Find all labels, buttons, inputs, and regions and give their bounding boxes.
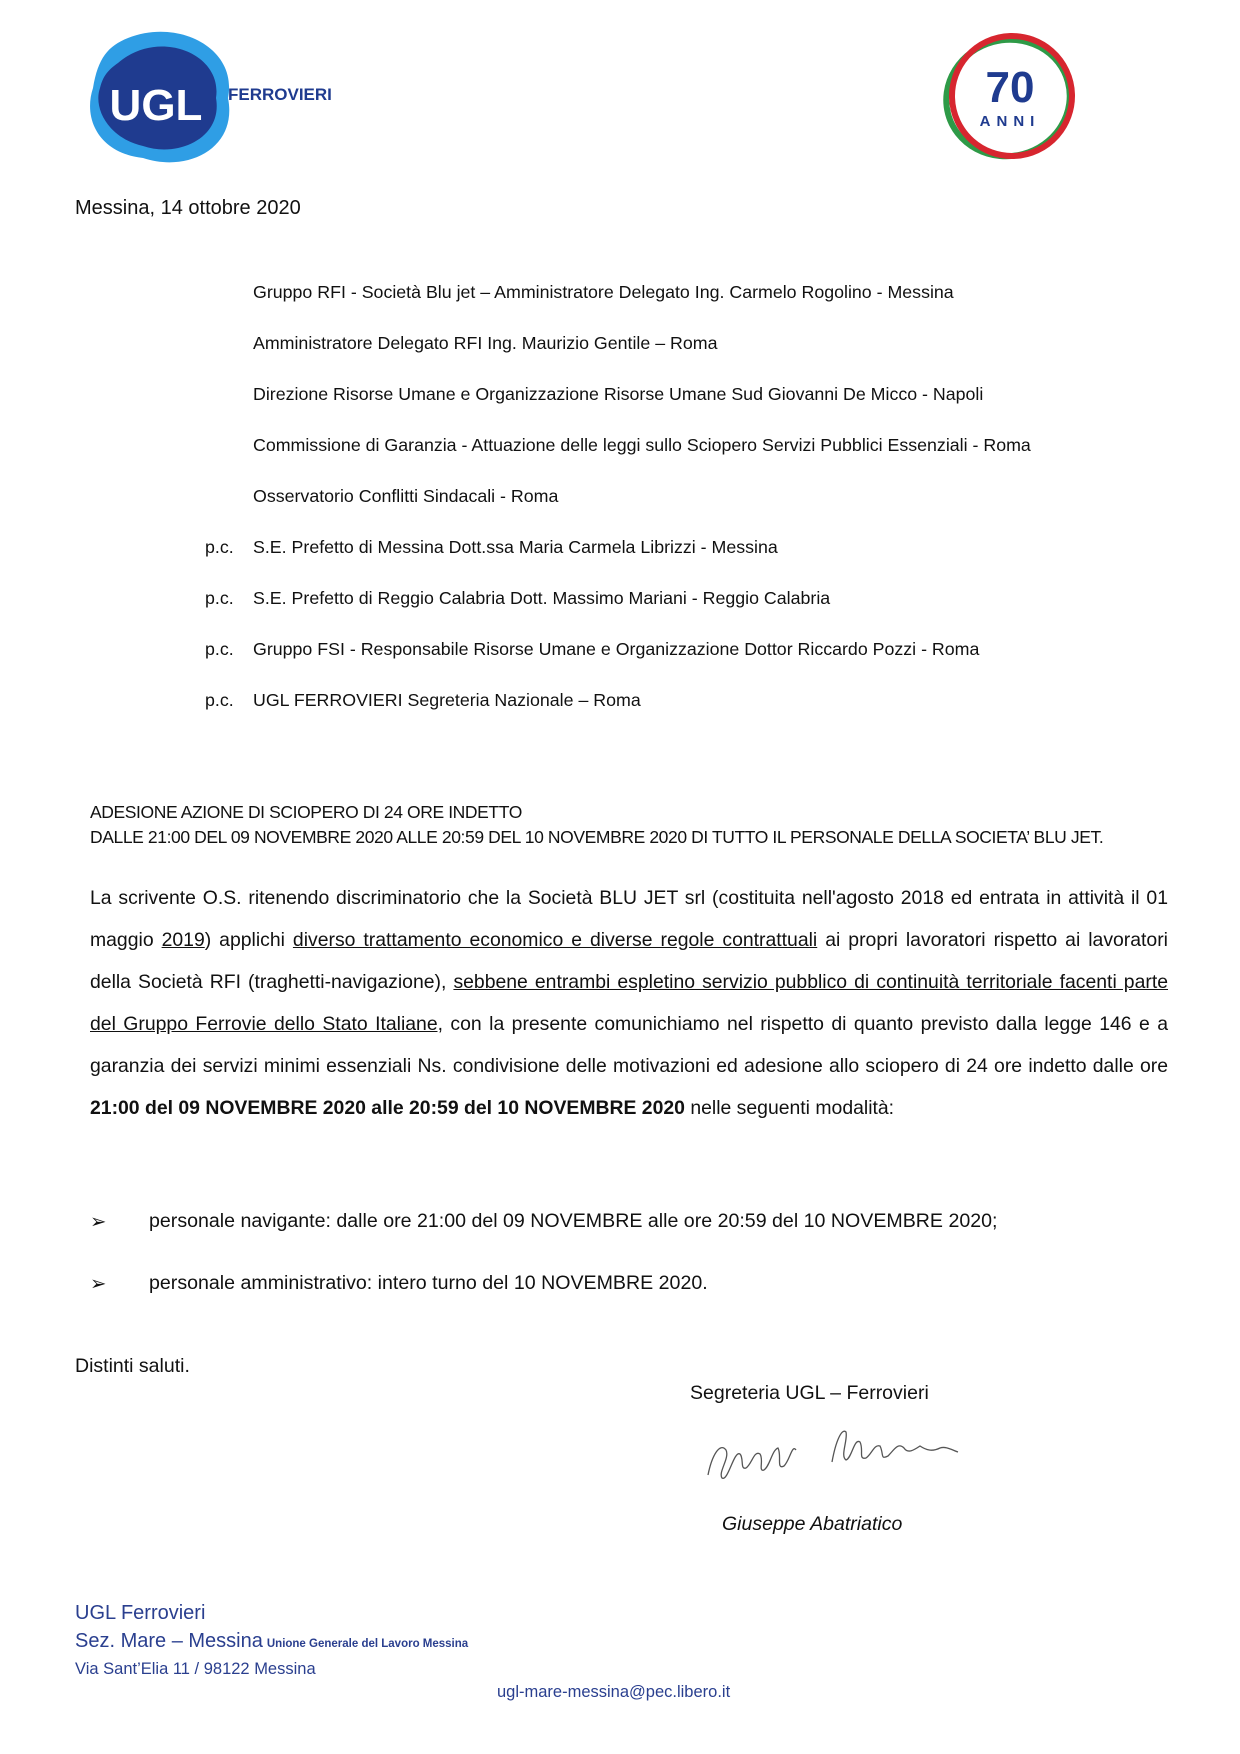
body-paragraph <box>90 877 1168 1129</box>
recipient-row <box>205 331 1105 382</box>
footer-org: UGL Ferrovieri <box>75 1602 206 1624</box>
signer-name: Giuseppe Abatriatico <box>722 1513 903 1535</box>
recipient-row <box>205 484 1105 535</box>
body-text-1: La scrivente O.S. ritenendo discriminatorio che la Società BLU JET srl (costituita nell'agosto 2018 ed entrata in attività il 01 maggio <box>90 887 1168 951</box>
recipient-name: Direzione Risorse Umane e Organizzazione Risorse Umane Sud Giovanni De Micco - Napoli <box>253 384 984 404</box>
subject-heading <box>90 800 1150 850</box>
subject-line-1: ADESIONE AZIONE DI SCIOPERO DI 24 ORE INDETTO <box>90 802 522 822</box>
recipient-row <box>205 535 1105 586</box>
recipient-name: Amministratore Delegato RFI Ing. Maurizio Gentile – Roma <box>253 333 718 353</box>
body-text-2: ) applichi <box>204 929 293 951</box>
recipient-name: S.E. Prefetto di Reggio Calabria Dott. Massimo Mariani - Reggio Calabria <box>253 588 831 608</box>
body-text-4: con la presente comunichiamo nel rispetto di quanto previsto dalla legge 146 e a garanzia dei servizi minimi essenziali Ns. condivisione delle motivazioni ed adesione allo sciopero di 24 ore indetto dalle ore <box>90 1013 1168 1077</box>
signoff-line: Segreteria UGL – Ferrovieri <box>690 1382 929 1404</box>
footer-section: Sez. Mare – Messina <box>75 1630 263 1652</box>
bullet-text: personale navigante: dalle ore 21:00 del 09 NOVEMBRE alle ore 20:59 del 10 NOVEMBRE 2020; <box>149 1210 998 1232</box>
recipient-row <box>205 586 1105 637</box>
recipient-name: Gruppo RFI - Società Blu jet – Amministratore Delegato Ing. Carmelo Rogolino - Messina <box>253 282 954 302</box>
recipient-name: Osservatorio Conflitti Sindacali - Roma <box>253 486 559 506</box>
recipient-name: S.E. Prefetto di Messina Dott.ssa Maria Carmela Librizzi - Messina <box>253 537 778 557</box>
ugl-logo-text: UGL <box>109 81 203 130</box>
footer-section-line <box>75 1630 468 1653</box>
ugl-ferrovieri-logo <box>88 28 350 168</box>
recipient-row <box>205 382 1105 433</box>
footer-union: Unione Generale del Lavoro Messina <box>266 1638 469 1650</box>
body-underline-treatment: diverso trattamento economico e diverse regole contrattuali <box>292 929 818 951</box>
arrow-bullet-icon: ➢ <box>90 1211 107 1233</box>
recipient-prefix: p.c. <box>205 639 234 659</box>
body-text-3: ai propri lavoratori rispetto ai lavoratori della Società RFI (traghetti-navigazione), <box>90 929 1168 993</box>
recipient-name: Commissione di Garanzia - Attuazione delle leggi sullo Sciopero Servizi Pubblici Essenziali - Roma <box>253 435 1031 455</box>
handwritten-signature <box>700 1420 965 1490</box>
body-underline-year: 2019 <box>161 929 205 951</box>
arrow-bullet-icon: ➢ <box>90 1273 107 1295</box>
anni-text: ANNI <box>979 113 1041 130</box>
date-line: Messina, 14 ottobre 2020 <box>75 197 301 219</box>
recipient-prefix: p.c. <box>205 690 234 710</box>
body-bold-dates: 21:00 del 09 NOVEMBRE 2020 alle 20:59 del 10 NOVEMBRE 2020 <box>90 1097 685 1119</box>
recipient-prefix: p.c. <box>205 588 234 608</box>
footer-email: ugl-mare-messina@pec.libero.it <box>497 1683 731 1701</box>
recipient-row <box>205 688 1105 739</box>
recipient-prefix: p.c. <box>205 537 234 557</box>
body-text-5: nelle seguenti modalità: <box>684 1097 895 1119</box>
list-item <box>90 1210 1150 1272</box>
70-anni-logo <box>940 30 1080 166</box>
ferrovieri-logo-text: FERROVIERI <box>228 85 332 104</box>
bullet-text: personale amministrativo: intero turno del 10 NOVEMBRE 2020. <box>149 1272 708 1294</box>
recipient-row <box>205 280 1105 331</box>
recipient-name: Gruppo FSI - Responsabile Risorse Umane e Organizzazione Dottor Riccardo Pozzi - Roma <box>253 639 980 659</box>
subject-line-2: DALLE 21:00 DEL 09 NOVEMBRE 2020 ALLE 20:59 DEL 10 NOVEMBRE 2020 DI TUTTO IL PERSONALE DELLA SOCIETA’ BLU JET. <box>90 827 1104 847</box>
list-item <box>90 1272 1150 1334</box>
bullet-list <box>90 1210 1150 1334</box>
recipient-row <box>205 433 1105 484</box>
closing-greeting: Distinti saluti. <box>75 1355 190 1377</box>
recipient-row <box>205 637 1105 688</box>
footer-address: Via Sant’Elia 11 / 98122 Messina <box>75 1660 316 1678</box>
70-number: 70 <box>985 63 1035 112</box>
body-underline-service: sebbene entrambi espletino servizio pubblico di continuità territoriale facenti parte del Gruppo Ferrovie dello Stato Italiane, <box>90 971 1169 1035</box>
recipient-list <box>205 280 1105 739</box>
recipient-name: UGL FERROVIERI Segreteria Nazionale – Roma <box>253 690 641 710</box>
